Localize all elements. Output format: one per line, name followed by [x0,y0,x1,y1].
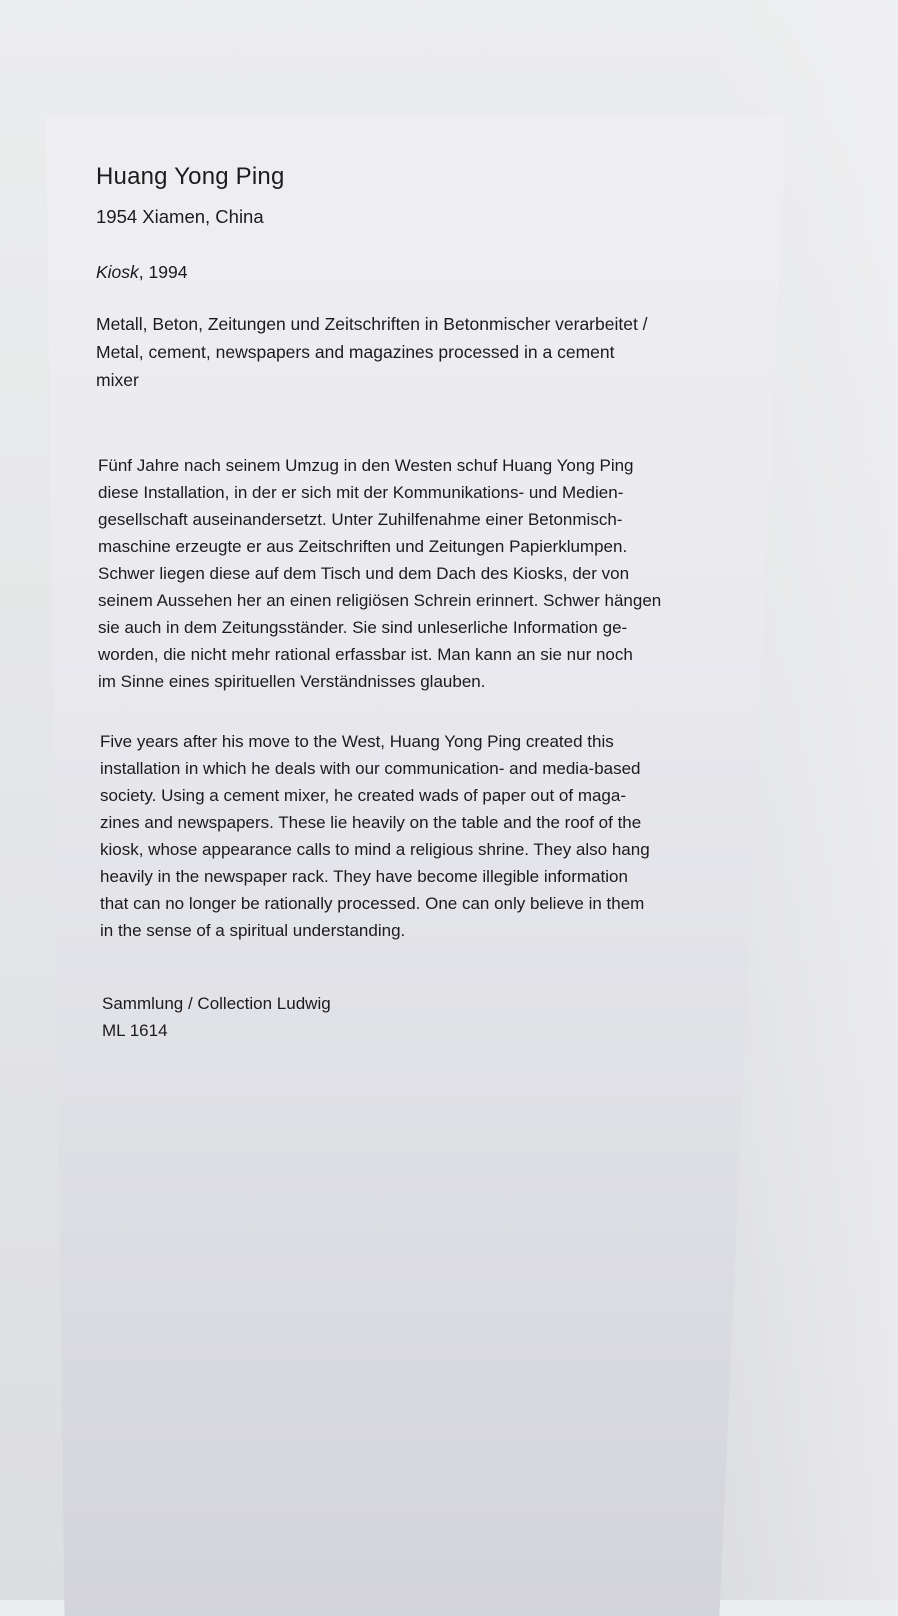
work-title: Kiosk [96,262,139,282]
materials-line: Metall, Beton, Zeitungen und Zeitschriften in Betonmischer verarbeitet / [96,314,648,334]
text-line: installation in which he deals with our communication- and media-based [100,759,641,778]
collection-name: Sammlung / Collection Ludwig [102,994,331,1013]
description-german [98,452,661,695]
materials-line: mixer [96,370,139,390]
text-line: that can no longer be rationally processed. One can only believe in them [100,894,645,913]
text-line: Fünf Jahre nach seinem Umzug in den Westen schuf Huang Yong Ping [98,456,634,475]
collection-info [102,990,331,1044]
text-line: worden, die nicht mehr rational erfassbar ist. Man kann an sie nur noch [98,645,633,664]
text-line: society. Using a cement mixer, he created wads of paper out of maga- [100,786,627,805]
text-line: sie auch in dem Zeitungsständer. Sie sind unleserliche Information ge- [98,618,628,637]
text-line: kiosk, whose appearance calls to mind a religious shrine. They also hang [100,840,650,859]
materials-line: Metal, cement, newspapers and magazines processed in a cement [96,342,615,362]
text-line: im Sinne eines spirituellen Verständnisses glauben. [98,672,486,691]
text-line: in the sense of a spiritual understanding. [100,921,406,940]
text-line: Schwer liegen diese auf dem Tisch und dem Dach des Kiosks, der von [98,564,630,583]
inventory-number: ML 1614 [102,1021,168,1040]
text-line: gesellschaft auseinandersetzt. Unter Zuhilfenahme einer Betonmisch- [98,510,623,529]
text-line: seinem Aussehen her an einen religiösen Schrein erinnert. Schwer hängen [98,591,662,610]
artist-birth-info: 1954 Xiamen, China [96,206,264,227]
description-english [100,728,650,944]
work-year: , 1994 [138,262,188,282]
materials-description [96,310,648,394]
text-line: Five years after his move to the West, Huang Yong Ping created this [100,732,614,751]
work-title-line [96,262,187,283]
text-line: zines and newspapers. These lie heavily on the table and the roof of the [100,813,642,832]
text-line: diese Installation, in der er sich mit der Kommunikations- und Medien- [98,483,624,502]
artist-name: Huang Yong Ping [96,163,285,190]
text-line: maschine erzeugte er aus Zeitschriften und Zeitungen Papierklumpen. [98,537,628,556]
text-line: heavily in the newspaper rack. They have become illegible information [100,867,628,886]
